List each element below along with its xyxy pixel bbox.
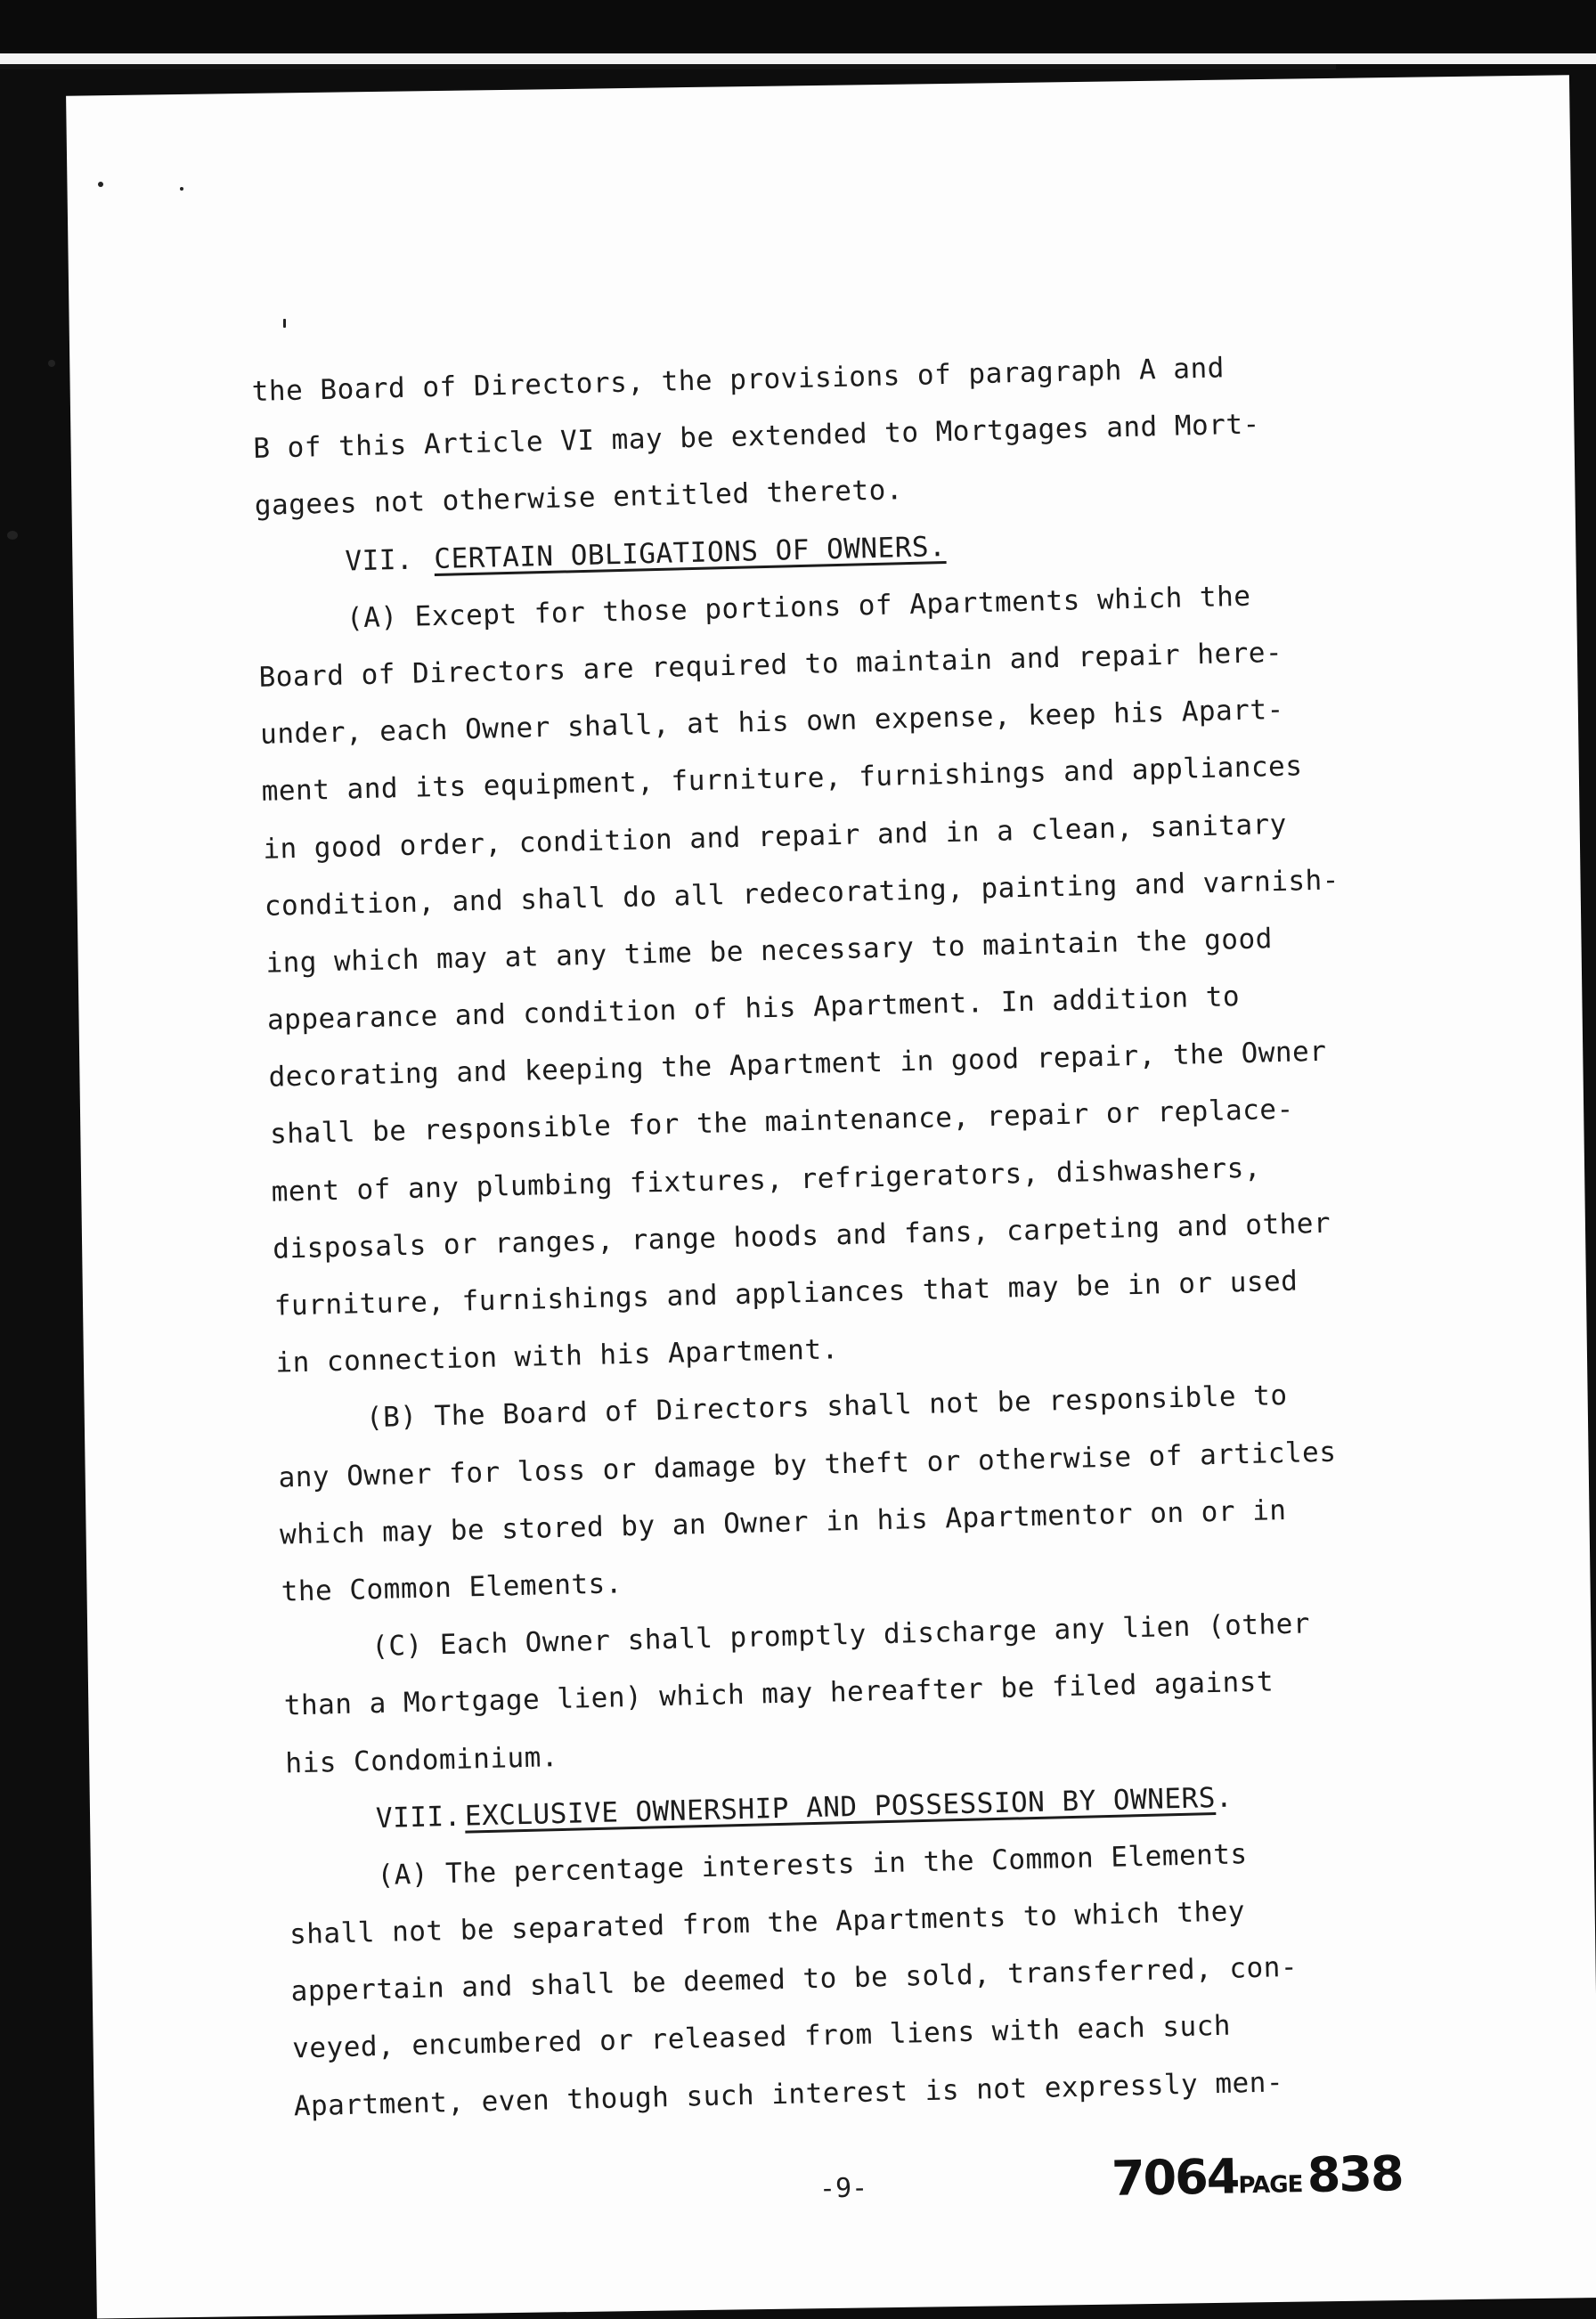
text-line: Board of Directors are required to maintain and repair here- xyxy=(258,636,1283,694)
text-line: which may be stored by an Owner in his Apartmentor on or in xyxy=(279,1493,1287,1551)
text-line: ment and its equipment, furniture, furnishings and appliances xyxy=(261,750,1303,809)
page-label: PAGE xyxy=(1238,2171,1303,2200)
recording-stamp xyxy=(1111,2145,1403,2207)
text-line: any Owner for loss or damage by theft or otherwise of articles xyxy=(278,1436,1337,1494)
section-number: VIII. xyxy=(375,1800,462,1835)
text-line: condition, and shall do all redecorating, painting and varnish- xyxy=(264,864,1340,923)
text-line: shall be responsible for the maintenance, repair or replace- xyxy=(269,1094,1295,1151)
section-number: VII. xyxy=(345,543,414,578)
text-line: (A) The percentage interests in the Common Elements xyxy=(377,1838,1249,1892)
scan-top-border xyxy=(0,0,1596,52)
section-title: CERTAIN OBLIGATIONS OF OWNERS. xyxy=(433,530,947,575)
text-line: under, each Owner shall, at his own expense, keep his Apart- xyxy=(259,693,1285,751)
text-line: gagees not otherwise entitled thereto. xyxy=(254,474,904,523)
text-line: in good order, condition and repair and in a clean, sanitary xyxy=(262,808,1288,866)
document-body xyxy=(251,335,1452,2135)
text-line: appearance and condition of his Apartment. In addition to xyxy=(266,980,1241,1037)
text-line: ment of any plumbing fixtures, refrigerators, dishwashers, xyxy=(271,1151,1262,1208)
text-line: B of this Article VI may be extended to Mortgages and Mort- xyxy=(252,408,1261,466)
text-line: shall not be separated from the Apartments to which they xyxy=(289,1895,1246,1951)
text-line: in connection with his Apartment. xyxy=(275,1333,840,1379)
text-line: ing which may at any time be necessary to maintain the good xyxy=(265,923,1274,980)
book-number: 7064 xyxy=(1111,2148,1239,2207)
scan-speck xyxy=(180,187,183,191)
scan-top-shadow xyxy=(0,64,1336,69)
text-line: the Board of Directors, the provisions of paragraph A and xyxy=(251,352,1226,408)
page-number: -9- xyxy=(818,2172,868,2205)
section-title-period: . xyxy=(1215,1781,1234,1814)
text-line: furniture, furnishings and appliances that may be in or used xyxy=(273,1265,1299,1322)
scan-speck xyxy=(48,360,55,367)
scan-speck xyxy=(283,319,286,328)
text-line: his Condominium. xyxy=(284,1740,559,1780)
scan-top-rule xyxy=(0,53,1596,64)
text-line: appertain and shall be deemed to be sold, transferred, con- xyxy=(290,1951,1299,2008)
text-line: veyed, encumbered or released from liens with each such xyxy=(291,2010,1232,2065)
scan-speck xyxy=(7,531,18,540)
text-line: disposals or ranges, range hoods and fans, carpeting and other xyxy=(272,1207,1331,1265)
text-line: than a Mortgage lien) which may hereafter be filed against xyxy=(283,1665,1274,1722)
page-reference: 838 xyxy=(1307,2145,1404,2204)
section-title: EXCLUSIVE OWNERSHIP AND POSSESSION BY OWNERS xyxy=(464,1781,1217,1833)
text-line: (B) The Board of Directors shall not be responsible to xyxy=(365,1379,1288,1435)
text-line: Apartment, even though such interest is not expressly men- xyxy=(293,2065,1284,2123)
text-line: (C) Each Owner shall promptly discharge any lien (other xyxy=(370,1607,1311,1664)
text-line: decorating and keeping the Apartment in good repair, the Owner xyxy=(268,1035,1327,1094)
scan-speck xyxy=(98,182,103,187)
text-line: the Common Elements. xyxy=(281,1567,623,1608)
text-line: (A) Except for those portions of Apartments which the xyxy=(346,580,1251,635)
